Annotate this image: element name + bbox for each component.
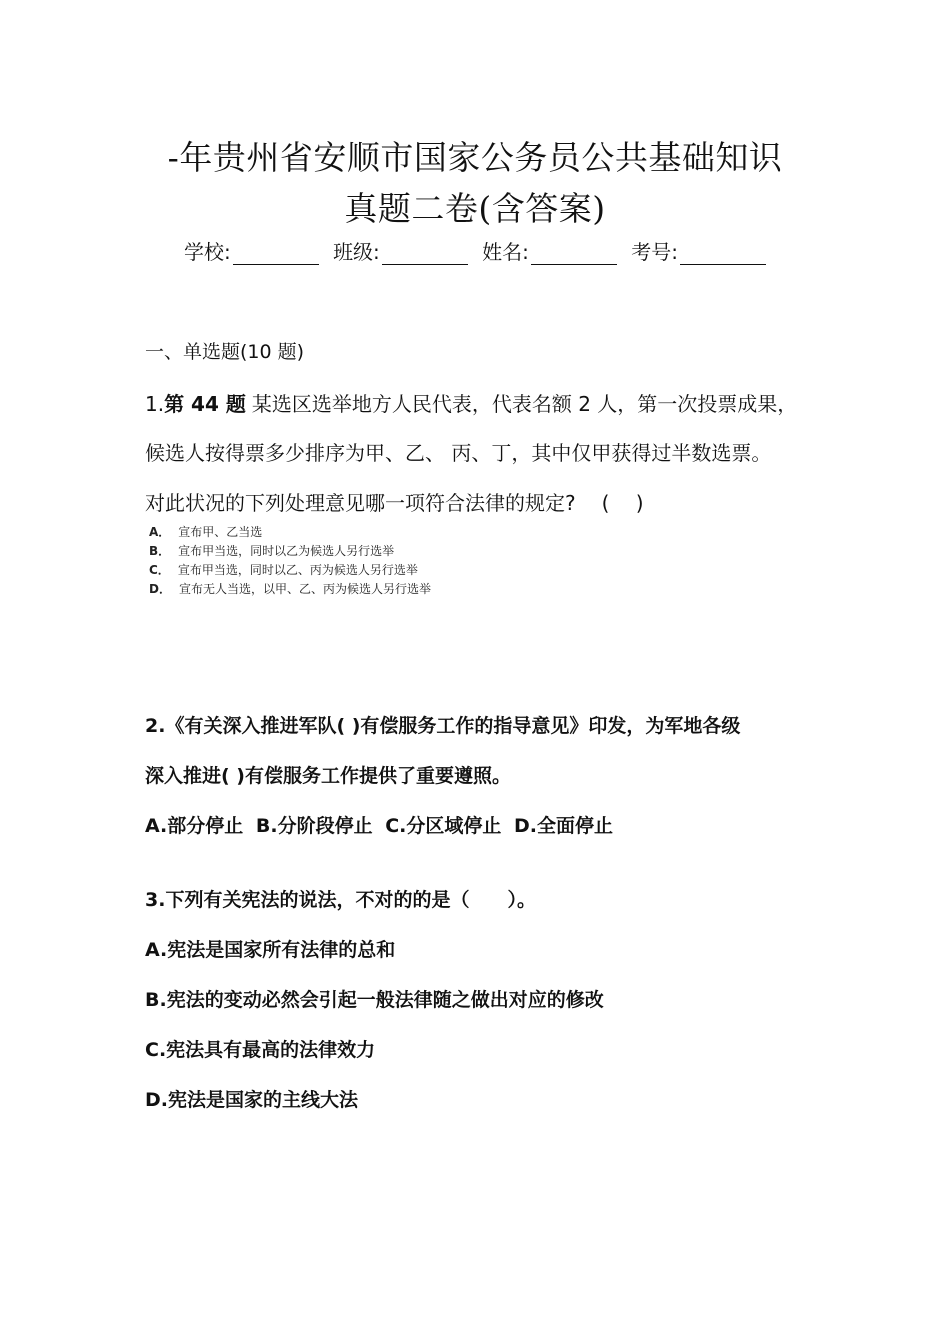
- class-blank: [382, 244, 468, 265]
- school-blank: [233, 244, 319, 265]
- question-1-text-3: 对此状况的下列处理意见哪一项符合法律的规定?: [145, 491, 576, 515]
- question-2-option-a: A.部分停止: [145, 815, 244, 837]
- option-letter: C．: [149, 563, 170, 577]
- question-3-option-c: C.宪法具有最高的法律效力: [145, 1039, 376, 1061]
- school-label: 学校:: [183, 240, 231, 264]
- question-1-text-1: 某选区选举地方人民代表，代表名额 2 人，第一次投票成果，: [251, 392, 798, 416]
- exam-number-field: [631, 236, 766, 265]
- name-field: [482, 236, 617, 265]
- question-1-option-c: [149, 561, 418, 578]
- document-title-line-2: 真题二卷(含答案): [344, 189, 606, 228]
- question-3-option-a: A.宪法是国家所有法律的总和: [145, 939, 396, 961]
- question-1-tag: 第 44 题: [164, 392, 246, 416]
- question-1-line-1: [145, 388, 797, 417]
- class-field: [333, 236, 468, 265]
- name-blank: [531, 244, 617, 265]
- school-field: [184, 236, 319, 265]
- question-2-options: [145, 811, 613, 838]
- question-1-option-b: [149, 542, 394, 559]
- option-letter: B．: [149, 544, 171, 558]
- student-info-row: [0, 236, 950, 265]
- question-1-line-3: [145, 487, 644, 516]
- option-text: 宣布无人当选，以甲、乙、丙为候选人另行选举: [178, 582, 431, 596]
- question-1-option-d: [149, 580, 431, 597]
- question-2-option-b: B.分阶段停止: [255, 815, 373, 837]
- option-text: 宣布甲、乙当选: [178, 525, 263, 539]
- class-label: 班级:: [333, 240, 380, 264]
- question-1-number: 1.: [145, 392, 165, 416]
- option-text: 宣布甲当选，同时以乙、丙为候选人另行选举: [177, 563, 418, 577]
- question-3-stem: 3.下列有关宪法的说法，不对的的是（ ）。: [145, 889, 536, 911]
- question-3-option-b: B.宪法的变动必然会引起一般法律随之做出对应的修改: [145, 989, 604, 1011]
- question-1-line-2: 候选人按得票多少排序为甲、乙、 丙、丁，其中仅甲获得过半数选票。: [145, 441, 772, 465]
- exam-number-blank: [680, 244, 766, 265]
- question-2-option-d: D.全面停止: [514, 815, 614, 837]
- question-2-line-2: 深入推进( )有偿服务工作提供了重要遵照。: [145, 765, 511, 787]
- section-heading: 一、单选题(10 题): [145, 341, 305, 363]
- exam-number-label: 考号:: [631, 240, 679, 264]
- option-letter: D．: [149, 582, 171, 596]
- document-title-line-1: -年贵州省安顺市国家公务员公共基础知识: [167, 138, 783, 177]
- question-2-option-c: C.分区域停止: [385, 815, 502, 837]
- name-label: 姓名:: [482, 240, 529, 264]
- option-letter: A．: [149, 525, 171, 539]
- question-1-option-a: [149, 523, 262, 540]
- question-1-answer-paren: ( ): [601, 491, 644, 515]
- question-2-line-1: 2.《有关深入推进军队( )有偿服务工作的指导意见》印发，为军地各级: [145, 715, 741, 737]
- option-text: 宣布甲当选，同时以乙为候选人另行选举: [178, 544, 395, 558]
- question-3-option-d: D.宪法是国家的主线大法: [145, 1089, 358, 1111]
